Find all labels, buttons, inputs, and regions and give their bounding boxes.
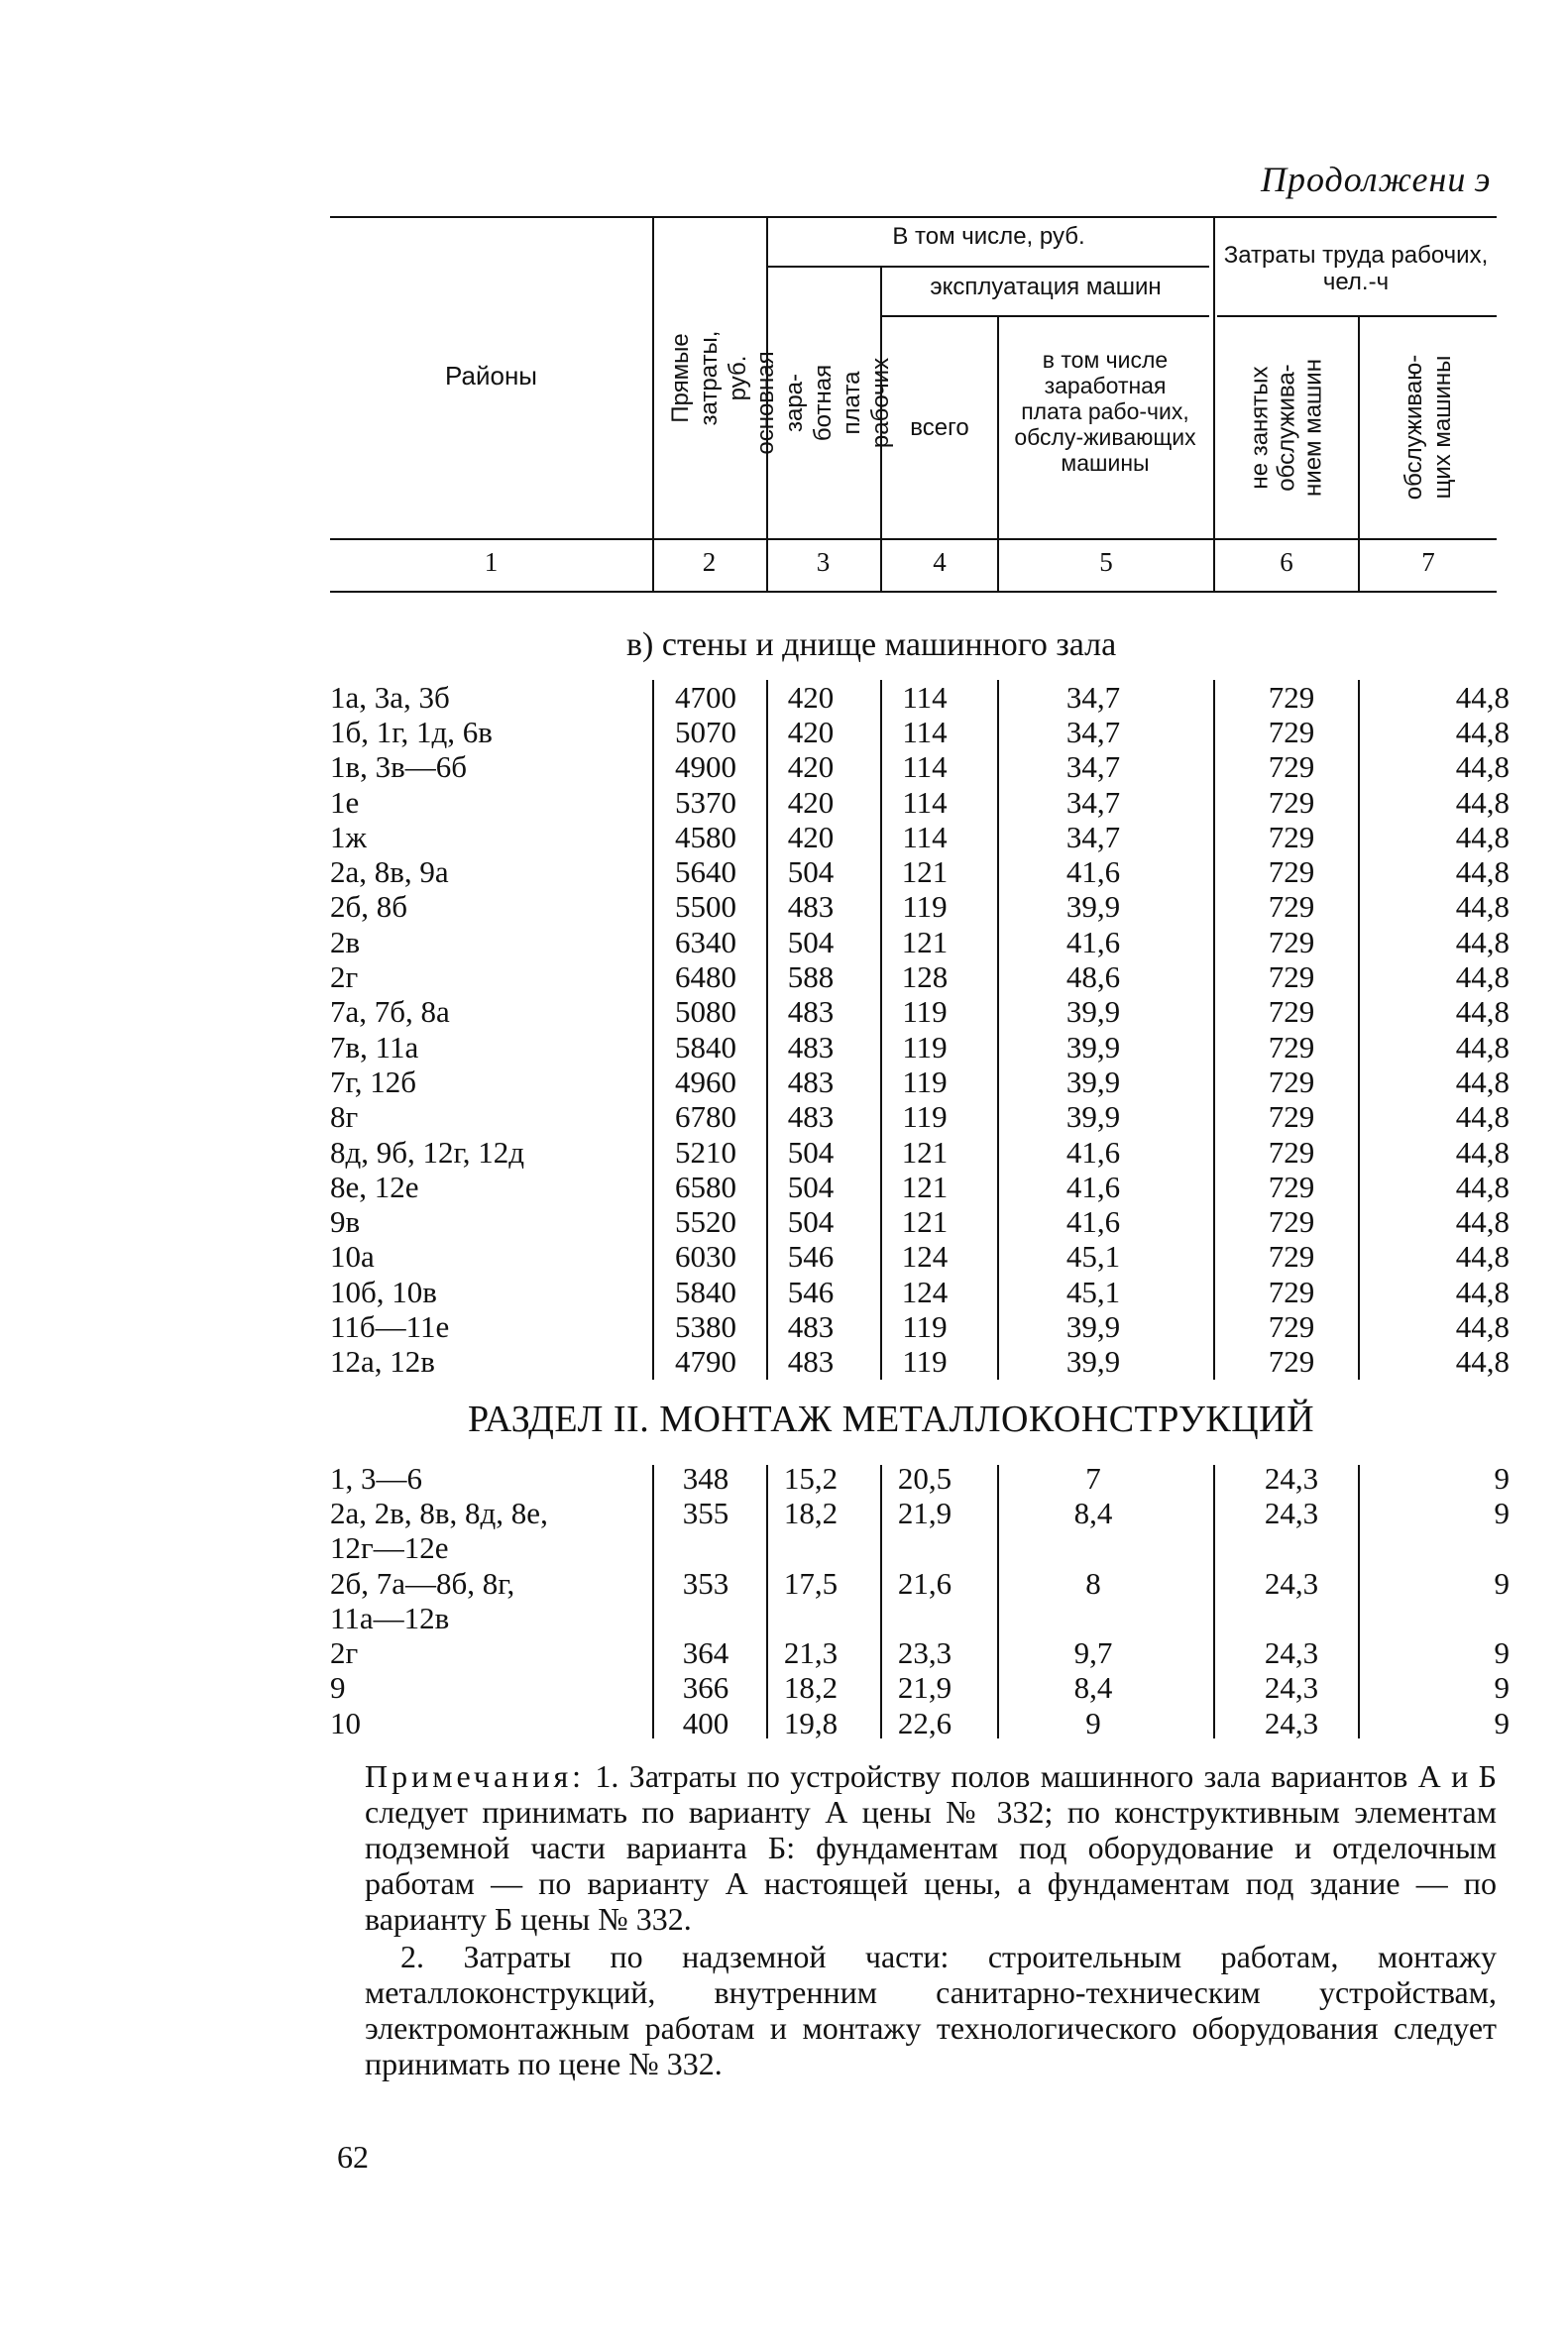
cell-direct-costs: 4580 — [675, 819, 736, 854]
cell-machine-total: 121 — [901, 1169, 949, 1204]
cell-main-wages: 483 — [787, 1029, 835, 1064]
cell-labor-serving: 44,8 — [1455, 1239, 1510, 1275]
cell-labor-not-serving: 729 — [1268, 1239, 1315, 1275]
merged-total: 21,6 — [897, 1566, 952, 1601]
cell-machine-total: 119 — [902, 1344, 948, 1380]
colnum-6: 6 — [1280, 547, 1293, 577]
cell-labor-not-serving: 729 — [1268, 854, 1315, 890]
cell-region: 11б—11е — [330, 1308, 450, 1344]
cell-machine-wages: 34,7 — [1065, 819, 1121, 854]
cell-labor-not-serving: 729 — [1268, 1099, 1315, 1135]
cell-labor-serving: 44,8 — [1455, 959, 1510, 995]
body-vrule-4 — [997, 680, 999, 1380]
cell-machine-wages: 39,9 — [1065, 994, 1121, 1030]
cell-machine-total: 114 — [902, 749, 948, 785]
cell-direct-costs: 5500 — [675, 889, 736, 925]
cell-labor-not-serving: 24,3 — [1264, 1495, 1319, 1530]
cell-labor-not-serving: 729 — [1268, 714, 1315, 749]
cell-labor-not-serving: 729 — [1268, 994, 1315, 1030]
cell-region: 12г—12е — [330, 1530, 449, 1566]
cell-machine-total: 124 — [901, 1239, 949, 1275]
cell-labor-serving: 44,8 — [1455, 1344, 1510, 1380]
cell-labor-not-serving: 729 — [1268, 1274, 1315, 1309]
cell-machine-wages: 45,1 — [1065, 1274, 1121, 1309]
cell-direct-costs: 6340 — [675, 924, 736, 959]
merged-serving: 9 — [1494, 1566, 1510, 1601]
cell-region: 2в — [330, 924, 361, 959]
section-ii-merged-row — [330, 1566, 1519, 1602]
cell-labor-serving: 9 — [1494, 1495, 1510, 1530]
cell-labor-not-serving: 24,3 — [1264, 1705, 1319, 1740]
page-number: 62 — [337, 2139, 369, 2175]
cell-direct-costs: 4700 — [675, 679, 736, 715]
cell-main-wages: 15,2 — [783, 1460, 839, 1496]
cell-region: 9в — [330, 1204, 361, 1240]
header-incl-wages: в том числе заработная плата рабо-чих, обслу-живающих машины — [1014, 347, 1196, 476]
cell-region: 12а, 12в — [330, 1344, 435, 1380]
cell-region: 1б, 1г, 1д, 6в — [330, 714, 493, 749]
cell-labor-not-serving: 729 — [1268, 1134, 1315, 1170]
cell-region: 10б, 10в — [330, 1274, 437, 1309]
cell-direct-costs: 366 — [682, 1670, 729, 1706]
cell-labor-serving: 44,8 — [1455, 714, 1510, 749]
cell-machine-total: 21,9 — [897, 1670, 952, 1706]
cell-labor-not-serving: 729 — [1268, 1308, 1315, 1344]
cell-main-wages: 546 — [787, 1239, 835, 1275]
cell-direct-costs: 4960 — [675, 1064, 736, 1099]
cell-direct-costs: 355 — [682, 1495, 729, 1530]
cell-region: 1ж — [330, 819, 367, 854]
cell-labor-serving: 44,8 — [1455, 994, 1510, 1030]
cell-machine-wages: 39,9 — [1065, 1344, 1121, 1380]
merged-direct-costs: 353 — [682, 1566, 729, 1601]
note-2: 2. Затраты по надземной части: строительным работам, монтажу металлоконструкций, внутренним санитарно-техническим устройствам, электромонтажным работам и монтажу технологического оборудования следует принимать по цене № 332. — [365, 1939, 1497, 2081]
cell-region: 2б, 7а—8б, 8г, — [330, 1565, 515, 1601]
header-top-rule — [330, 216, 1497, 218]
cell-machine-wages: 39,9 — [1065, 1029, 1121, 1064]
cell-machine-wages: 41,6 — [1065, 854, 1121, 890]
cell-machine-total: 121 — [901, 854, 949, 890]
colnum-4: 4 — [933, 547, 947, 577]
cell-main-wages: 546 — [787, 1274, 835, 1309]
cell-main-wages: 504 — [787, 1204, 835, 1240]
header-direct-costs: Прямые затраты, руб. — [667, 330, 751, 425]
cell-machine-wages: 41,6 — [1065, 1204, 1121, 1240]
cell-machine-wages: 41,6 — [1065, 1134, 1121, 1170]
cell-region: 8г — [330, 1099, 359, 1135]
note-1-paragraph — [365, 1758, 1497, 1937]
cell-labor-serving: 44,8 — [1455, 854, 1510, 890]
cell-region: 7а, 7б, 8а — [330, 994, 450, 1030]
cell-main-wages: 483 — [787, 889, 835, 925]
cell-direct-costs: 5370 — [675, 784, 736, 820]
cell-labor-not-serving: 729 — [1268, 749, 1315, 785]
cell-machine-total: 21,9 — [897, 1495, 952, 1530]
cell-main-wages: 420 — [787, 819, 835, 854]
cell-labor-serving: 44,8 — [1455, 1099, 1510, 1135]
cell-region: 10а — [330, 1239, 375, 1275]
cell-main-wages: 483 — [787, 1099, 835, 1135]
cell-labor-serving: 9 — [1494, 1705, 1510, 1740]
cell-direct-costs: 6480 — [675, 959, 736, 995]
cell-machine-wages: 34,7 — [1065, 714, 1121, 749]
cell-main-wages: 483 — [787, 994, 835, 1030]
cell-machine-total: 119 — [902, 1029, 948, 1064]
cell-machine-wages: 34,7 — [1065, 679, 1121, 715]
header-serving: обслуживаю-щих машины — [1400, 354, 1457, 501]
cell-direct-costs: 5840 — [675, 1029, 736, 1064]
header-labor-costs: Затраты труда рабочих, чел.-ч — [1223, 242, 1489, 295]
cell-machine-total: 20,5 — [897, 1460, 952, 1496]
cell-labor-serving: 9 — [1494, 1670, 1510, 1706]
cell-region: 2б, 8б — [330, 889, 408, 925]
cell-machine-total: 121 — [901, 924, 949, 959]
merged-not-serving: 24,3 — [1264, 1566, 1319, 1601]
cell-direct-costs: 5380 — [675, 1308, 736, 1344]
cell-main-wages: 420 — [787, 714, 835, 749]
cell-labor-serving: 9 — [1494, 1460, 1510, 1496]
cell-region: 11а—12в — [330, 1600, 450, 1635]
cell-machine-total: 128 — [901, 959, 949, 995]
cell-labor-serving: 44,8 — [1455, 1204, 1510, 1240]
cell-main-wages: 504 — [787, 924, 835, 959]
cell-machine-wages: 8,4 — [1073, 1495, 1113, 1530]
header-main-wages: основная зара-ботная плата рабочих — [752, 350, 894, 455]
cell-main-wages: 483 — [787, 1308, 835, 1344]
cell-labor-serving: 44,8 — [1455, 1169, 1510, 1204]
cell-region: 2г — [330, 959, 359, 995]
colnum-3: 3 — [816, 547, 831, 577]
cell-machine-total: 114 — [902, 819, 948, 854]
cell-labor-not-serving: 729 — [1268, 819, 1315, 854]
cell-labor-not-serving: 24,3 — [1264, 1670, 1319, 1706]
notes — [365, 1758, 1497, 2083]
cell-labor-serving: 44,8 — [1455, 924, 1510, 959]
rule-below-colnums — [330, 591, 1497, 593]
cell-labor-serving: 9 — [1494, 1635, 1510, 1671]
cell-region: 1а, 3а, 3б — [330, 679, 450, 715]
cell-machine-total: 23,3 — [897, 1635, 952, 1671]
header-main-wages-cell — [752, 270, 894, 535]
cell-direct-costs: 6580 — [675, 1169, 736, 1204]
colnum-2: 2 — [702, 547, 717, 577]
rule-under-incl — [768, 266, 1209, 268]
cell-machine-wages: 39,9 — [1065, 1308, 1121, 1344]
note-1: 1. Затраты по устройству полов машинного зала вариантов А и Б следует принимать по варианту А цены № 332; по конструктивным элементам подземной части варианта Б: фундаментам под оборудование и отделочным работам — по варианту А настоящей цены, а фундаментам под здание — по варианту Б цены № 332. — [365, 1758, 1498, 1937]
cell-direct-costs: 400 — [682, 1705, 729, 1740]
cell-direct-costs: 348 — [682, 1460, 729, 1496]
cell-machine-total: 119 — [902, 994, 948, 1030]
cell-region: 10 — [330, 1705, 361, 1740]
merged-incl-wages: 8 — [1085, 1566, 1101, 1601]
continued-label: Продолжени э — [1261, 160, 1492, 199]
rule-under-labor — [1217, 315, 1497, 317]
cell-machine-total: 124 — [901, 1274, 949, 1309]
cell-machine-total: 119 — [902, 1099, 948, 1135]
cell-machine-total: 22,6 — [897, 1705, 952, 1740]
cell-machine-wages: 48,6 — [1065, 959, 1121, 995]
header-not-serving-cell — [1215, 319, 1358, 535]
body2-vrule-4 — [997, 1465, 999, 1738]
cell-labor-not-serving: 729 — [1268, 1169, 1315, 1204]
cell-direct-costs: 6780 — [675, 1099, 736, 1135]
cell-labor-not-serving: 24,3 — [1264, 1460, 1319, 1496]
cell-labor-serving: 44,8 — [1455, 1064, 1510, 1099]
cell-machine-wages: 9,7 — [1073, 1635, 1113, 1671]
cell-region: 2г — [330, 1635, 359, 1671]
cell-labor-not-serving: 729 — [1268, 1029, 1315, 1064]
cell-labor-serving: 44,8 — [1455, 749, 1510, 785]
cell-main-wages: 588 — [787, 959, 835, 995]
cell-labor-serving: 44,8 — [1455, 1308, 1510, 1344]
cell-main-wages: 18,2 — [783, 1670, 839, 1706]
cell-main-wages: 483 — [787, 1064, 835, 1099]
rule-above-colnums — [330, 538, 1497, 540]
cell-machine-wages: 45,1 — [1065, 1239, 1121, 1275]
header-machine-operation: эксплуатация машин — [930, 274, 1162, 300]
body-vrule-1 — [652, 680, 654, 1380]
cell-labor-serving: 44,8 — [1455, 679, 1510, 715]
cell-labor-not-serving: 729 — [1268, 924, 1315, 959]
colnum-1: 1 — [484, 547, 499, 577]
cell-main-wages: 21,3 — [783, 1635, 839, 1671]
header-total: всего — [910, 414, 969, 441]
cell-machine-wages: 34,7 — [1065, 749, 1121, 785]
header-regions: Районы — [445, 361, 537, 391]
header-incl-rub: В том числе, руб. — [892, 223, 1085, 250]
cell-labor-not-serving: 729 — [1268, 784, 1315, 820]
cell-labor-serving: 44,8 — [1455, 889, 1510, 925]
cell-labor-serving: 44,8 — [1455, 784, 1510, 820]
cell-labor-not-serving: 729 — [1268, 679, 1315, 715]
cell-main-wages: 19,8 — [783, 1705, 839, 1740]
cell-direct-costs: 5520 — [675, 1204, 736, 1240]
cell-direct-costs: 5210 — [675, 1134, 736, 1170]
cell-machine-wages: 9 — [1085, 1705, 1101, 1740]
cell-region: 8д, 9б, 12г, 12д — [330, 1134, 525, 1170]
cell-labor-not-serving: 24,3 — [1264, 1635, 1319, 1671]
cell-machine-total: 114 — [902, 679, 948, 715]
cell-main-wages: 504 — [787, 1169, 835, 1204]
cell-main-wages: 504 — [787, 1134, 835, 1170]
body2-vrule-5 — [1213, 1465, 1215, 1738]
cell-labor-serving: 44,8 — [1455, 1134, 1510, 1170]
cell-machine-total: 119 — [902, 889, 948, 925]
cell-direct-costs: 5640 — [675, 854, 736, 890]
cell-main-wages: 504 — [787, 854, 835, 890]
cell-machine-wages: 7 — [1085, 1460, 1101, 1496]
cell-machine-wages: 39,9 — [1065, 1064, 1121, 1099]
cell-machine-total: 114 — [902, 784, 948, 820]
cell-direct-costs: 5070 — [675, 714, 736, 749]
cell-machine-wages: 41,6 — [1065, 1169, 1121, 1204]
cell-region: 2а, 8в, 9а — [330, 854, 449, 890]
cell-machine-total: 121 — [901, 1134, 949, 1170]
cell-region: 9 — [330, 1670, 346, 1706]
cell-machine-total: 119 — [902, 1064, 948, 1099]
section-ii-title: РАЗДЕЛ II. МОНТАЖ МЕТАЛЛОКОНСТРУКЦИЙ — [468, 1399, 1315, 1440]
cell-region: 1в, 3в—6б — [330, 749, 468, 785]
header-serving-cell — [1360, 319, 1497, 535]
header-not-serving: не занятых обслужива-нием машин — [1246, 358, 1327, 497]
cell-machine-wages: 34,7 — [1065, 784, 1121, 820]
rule-under-machines — [882, 315, 1209, 317]
cell-labor-not-serving: 729 — [1268, 889, 1315, 925]
cell-machine-wages: 39,9 — [1065, 889, 1121, 925]
cell-direct-costs: 5080 — [675, 994, 736, 1030]
cell-direct-costs: 6030 — [675, 1239, 736, 1275]
notes-label: Примечания: — [365, 1758, 586, 1794]
cell-labor-not-serving: 729 — [1268, 1204, 1315, 1240]
section-v-title: в) стены и днище машинного зала — [626, 626, 1117, 663]
cell-main-wages: 420 — [787, 784, 835, 820]
cell-labor-serving: 44,8 — [1455, 1274, 1510, 1309]
cell-machine-total: 114 — [902, 714, 948, 749]
cell-machine-wages: 39,9 — [1065, 1099, 1121, 1135]
body2-vrule-1 — [652, 1465, 654, 1738]
cell-direct-costs: 364 — [682, 1635, 729, 1671]
cell-labor-not-serving: 729 — [1268, 1064, 1315, 1099]
cell-direct-costs: 5840 — [675, 1274, 736, 1309]
cell-direct-costs: 4900 — [675, 749, 736, 785]
cell-main-wages: 420 — [787, 749, 835, 785]
cell-machine-wages: 41,6 — [1065, 924, 1121, 959]
colnum-7: 7 — [1421, 547, 1435, 577]
cell-region: 1, 3—6 — [330, 1460, 422, 1496]
header-direct-costs-cell — [654, 220, 764, 535]
body-vrule-5 — [1213, 680, 1215, 1380]
cell-machine-wages: 8,4 — [1073, 1670, 1113, 1706]
cell-direct-costs: 4790 — [675, 1344, 736, 1380]
cell-main-wages: 420 — [787, 679, 835, 715]
cell-machine-total: 119 — [902, 1308, 948, 1344]
cell-machine-total: 121 — [901, 1204, 949, 1240]
cell-main-wages: 18,2 — [783, 1495, 839, 1530]
cell-main-wages: 483 — [787, 1344, 835, 1380]
cell-region: 1е — [330, 784, 360, 820]
cell-region: 8е, 12е — [330, 1169, 419, 1204]
cell-region: 7в, 11а — [330, 1029, 419, 1064]
cell-region: 2а, 2в, 8в, 8д, 8е, — [330, 1495, 548, 1530]
colnum-5: 5 — [1099, 547, 1113, 577]
merged-main-wages: 17,5 — [783, 1566, 839, 1601]
cell-labor-serving: 44,8 — [1455, 819, 1510, 854]
cell-labor-not-serving: 729 — [1268, 959, 1315, 995]
cell-labor-serving: 44,8 — [1455, 1029, 1510, 1064]
cell-region: 7г, 12б — [330, 1064, 416, 1099]
cell-labor-not-serving: 729 — [1268, 1344, 1315, 1380]
